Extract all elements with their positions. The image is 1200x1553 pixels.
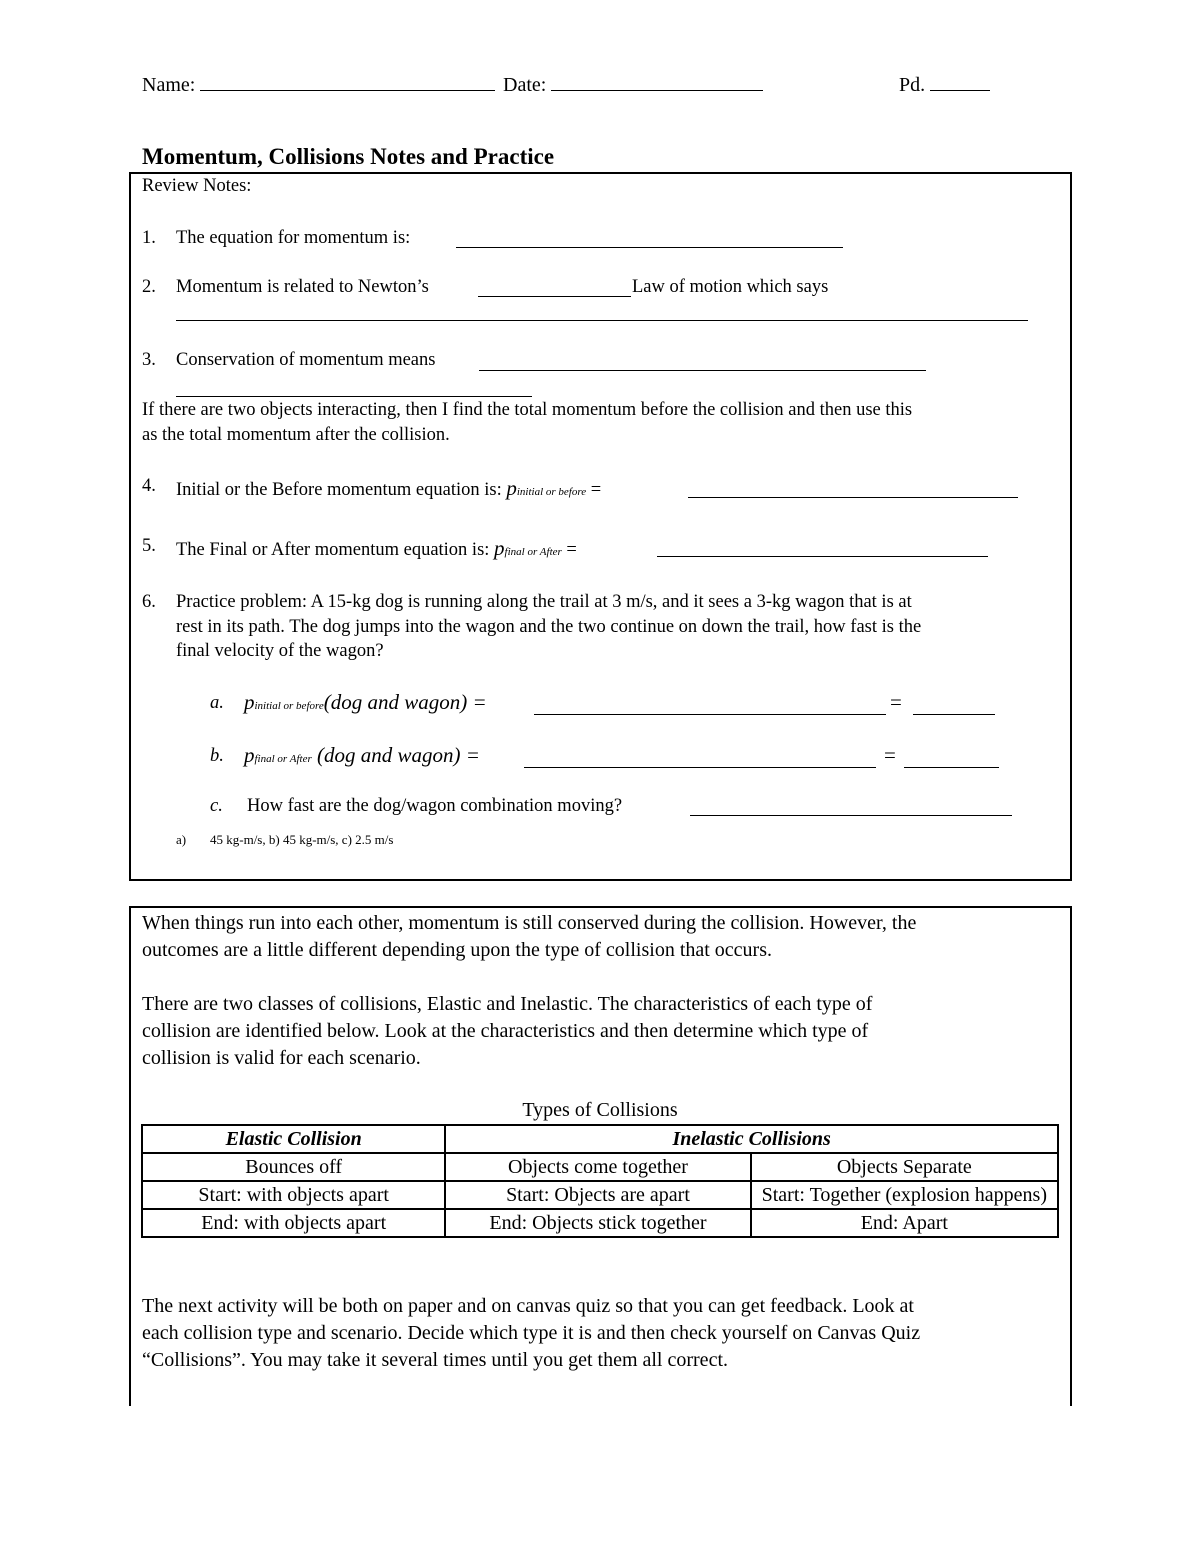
paragraph-line-2: as the total momentum after the collision.: [142, 425, 450, 445]
item-5-number: 5.: [142, 536, 156, 556]
part-b-blank-1[interactable]: [524, 767, 876, 768]
subscript-initial: initial or before: [516, 486, 587, 498]
table-cell: End: Objects stick together: [445, 1209, 750, 1237]
table-cell: Start: Objects are apart: [445, 1181, 750, 1209]
subscript-final: final or After: [504, 546, 562, 558]
name-blank[interactable]: [200, 72, 495, 91]
table-caption: Types of Collisions: [522, 1099, 678, 1121]
header-elastic: Elastic Collision: [142, 1125, 445, 1153]
table-cell: Bounces off: [142, 1153, 445, 1181]
part-b-label: b.: [210, 746, 224, 766]
item-1-text: The equation for momentum is:: [176, 228, 411, 248]
name-field[interactable]: [142, 72, 495, 97]
period-label: Pd.: [899, 74, 926, 96]
equals-sign: =: [590, 480, 602, 500]
part-a-label: a.: [210, 693, 224, 713]
item-2-text-after: Law of motion which says: [632, 277, 829, 297]
part-c-blank[interactable]: [690, 815, 1012, 816]
item-4-number: 4.: [142, 476, 156, 496]
intro-line-2: outcomes are a little different depending upon the type of collision that occurs.: [142, 939, 772, 961]
part-b-equals: =: [884, 743, 896, 767]
item-3-number: 3.: [142, 350, 156, 370]
p-symbol: p: [244, 690, 255, 714]
item-5-text: [176, 536, 577, 561]
table-cell: End: with objects apart: [142, 1209, 445, 1237]
next-activity-line-1: The next activity will be both on paper and on canvas quiz so that you can get feedback. Look at: [142, 1295, 914, 1317]
period-blank[interactable]: [930, 72, 990, 91]
item-6-line-3: final velocity of the wagon?: [176, 641, 384, 661]
next-activity-paragraph: [142, 1293, 920, 1374]
classes-paragraph: [142, 991, 872, 1072]
date-field[interactable]: [503, 72, 763, 97]
page-title: Momentum, Collisions Notes and Practice: [142, 144, 555, 169]
collisions-table: [141, 1124, 1059, 1238]
item-1-blank[interactable]: [456, 247, 843, 248]
item-1-number: 1.: [142, 228, 156, 248]
next-activity-line-3: “Collisions”. You may take it several times until you get them all correct.: [142, 1349, 728, 1371]
table-row: [142, 1181, 1058, 1209]
answer-label: a): [176, 832, 187, 847]
item-5-label: The Final or After momentum equation is:: [176, 540, 490, 560]
table-cell: Start: with objects apart: [142, 1181, 445, 1209]
part-a-expression: (dog and wagon) =: [323, 690, 487, 714]
part-c-label: c.: [210, 796, 223, 816]
table-cell: Start: Together (explosion happens): [751, 1181, 1058, 1209]
table-cell: Objects Separate: [751, 1153, 1058, 1181]
period-field[interactable]: [899, 72, 990, 97]
part-a-equals: =: [890, 690, 902, 714]
classes-line-2: collision are identified below. Look at the characteristics and then determine which type of: [142, 1020, 869, 1042]
paragraph-line-1: If there are two objects interacting, then I find the total momentum before the collision and then use this: [142, 400, 913, 420]
intro-paragraph: [142, 910, 916, 964]
item-3-blank-1[interactable]: [479, 370, 926, 371]
equals-sign: =: [566, 540, 577, 560]
p-symbol: p: [506, 476, 517, 500]
intro-line-1: When things run into each other, momentum is still conserved during the collision. However, the: [142, 912, 917, 934]
date-label: Date:: [503, 74, 547, 96]
classes-line-1: There are two classes of collisions, Elastic and Inelastic. The characteristics of each type of: [142, 993, 873, 1015]
table-cell: End: Apart: [751, 1209, 1058, 1237]
item-4-text: [176, 476, 601, 501]
table-cell: Objects come together: [445, 1153, 750, 1181]
subscript-final: final or After: [254, 753, 312, 765]
item-3-blank-2[interactable]: [176, 396, 532, 397]
item-4-blank[interactable]: [688, 497, 1018, 498]
table-row: [142, 1153, 1058, 1181]
header-inelastic: Inelastic Collisions: [445, 1125, 1058, 1153]
part-b-expression: (dog and wagon) =: [317, 743, 480, 767]
subscript-initial: initial or before: [254, 700, 324, 712]
date-blank[interactable]: [551, 72, 763, 91]
item-6-line-1: Practice problem: A 15-kg dog is running along the trail at 3 m/s, and it sees a 3-kg wagon that is at: [176, 592, 912, 612]
review-heading: Review Notes:: [142, 176, 252, 196]
next-activity-line-2: each collision type and scenario. Decide which type it is and then check yourself on Canvas Quiz: [142, 1322, 921, 1344]
p-symbol: p: [494, 536, 505, 560]
answer-key: 45 kg-m/s, b) 45 kg-m/s, c) 2.5 m/s: [210, 832, 394, 847]
item-2-blank-says[interactable]: [176, 320, 1028, 321]
part-a-blank-2[interactable]: [913, 714, 995, 715]
part-c-text: How fast are the dog/wagon combination moving?: [247, 796, 623, 816]
table-header-row: [142, 1125, 1058, 1153]
classes-line-3: collision is valid for each scenario.: [142, 1047, 421, 1069]
part-a-text: [244, 690, 487, 715]
item-2-number: 2.: [142, 277, 156, 297]
part-b-text: [244, 743, 480, 768]
p-symbol: p: [244, 743, 255, 767]
item-6-line-2: rest in its path. The dog jumps into the wagon and the two continue on down the trail, how fast is the: [176, 617, 922, 637]
part-b-blank-2[interactable]: [904, 767, 999, 768]
item-3-text: Conservation of momentum means: [176, 350, 436, 370]
part-a-blank-1[interactable]: [534, 714, 886, 715]
item-2-text: Momentum is related to Newton’s: [176, 277, 429, 297]
name-label: Name:: [142, 74, 196, 96]
item-6-number: 6.: [142, 592, 156, 612]
item-5-blank[interactable]: [657, 556, 988, 557]
item-2-blank-law[interactable]: [478, 296, 631, 297]
table-row: [142, 1209, 1058, 1237]
item-4-label: Initial or the Before momentum equation is:: [176, 480, 502, 500]
